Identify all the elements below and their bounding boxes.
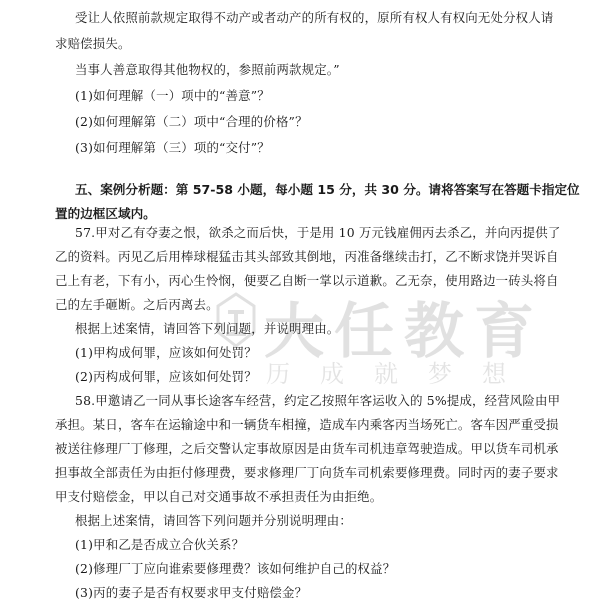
section-heading-continued: 置的边框区域内。 [55,206,156,221]
question-item: (2)如何理解第（二）项中“合理的价格”？ [75,114,308,129]
question-item: (2)丙构成何罪，应该如何处罚？ [75,369,257,384]
watermark-slogan: 历成就梦想 [266,360,536,388]
case-58-text: 承担。某日，客车在运输途中和一辆货车相撞，造成车内乘客丙当场死亡。客车因严重受损 [55,417,559,432]
case-58-prompt: 根据上述案情，请回答下列问题并分别说明理由： [75,513,352,528]
case-58-text: 担事故全部责任为由拒付修理费，要求修理厂丁向货车司机索要修理费。同时丙的妻子要求 [55,465,559,480]
question-item: (1)甲和乙是否成立合伙关系？ [75,537,245,552]
case-58-text: 58.甲邀请乙一同从事长途客车经营，约定乙按照年客运收入的 5%提成，经营风险由甲 [75,393,561,408]
text-line: 受让人依照前款规定取得不动产或者动产的所有权的，原所有权人有权向无处分权人请 [75,10,554,25]
text-line: 求赔偿损失。 [55,36,131,51]
case-58-text: 被送往修理厂丁修理，之后交警认定事故原因是由货车司机违章驾驶造成。甲以货车司机承 [55,441,559,456]
question-item: (1)甲构成何罪，应该如何处罚？ [75,345,257,360]
case-57-text: 57.甲对乙有夺妻之恨，欲杀之而后快，于是用 10 万元钱雇佣丙去杀乙，并向丙提供了 [75,225,561,240]
question-item: (3)丙的妻子是否有权要求甲支付赔偿金？ [75,585,308,600]
text-line: 当事人善意取得其他物权的，参照前两款规定。” [75,62,340,77]
case-57-text: 己的左手砸断。之后丙离去。 [55,297,219,312]
question-item: (1)如何理解（一）项中的“善意”？ [75,88,270,103]
section-heading: 五、案例分析题：第 57-58 小题，每小题 15 分，共 30 分。请将答案写在答题卡指定位 [75,182,580,197]
case-57-text: 乙的资料。丙见乙后用棒球棍猛击其头部致其倒地，丙准备继续击打，乙不断求饶并哭诉自 [55,249,559,264]
case-57-prompt: 根据上述案情，请回答下列问题，并说明理由。 [75,321,340,336]
case-58-text: 甲支付赔偿金，甲以自己对交通事故不承担责任为由拒绝。 [55,489,383,504]
question-item: (3)如何理解第（三）项的“交付”？ [75,140,270,155]
watermark-text: 大任教育 [264,297,544,367]
question-item: (2)修理厂丁应向谁索要修理费？该如何维护自己的权益？ [75,561,396,576]
case-57-text: 己上有老，下有小，丙心生怜悯，便要乙自断一掌以示道歉。乙无奈，使用路边一砖头将自 [55,273,559,288]
